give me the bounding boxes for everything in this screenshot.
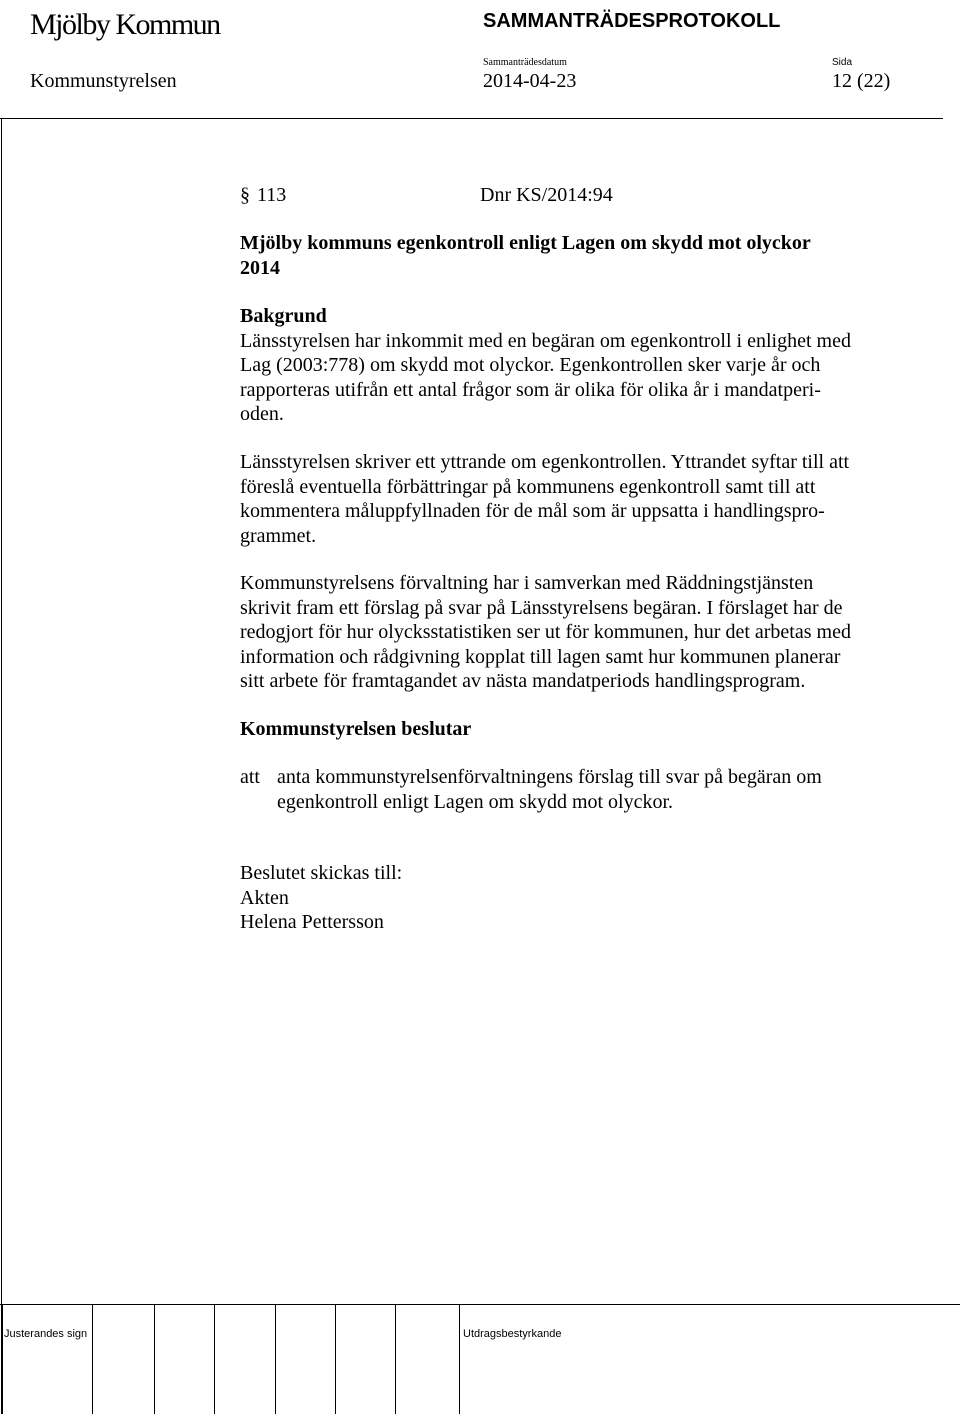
- signature-box-divider: [275, 1304, 276, 1414]
- body-name: Kommunstyrelsen: [30, 70, 177, 92]
- decision-att: att: [240, 766, 260, 788]
- title-line: Mjölby kommuns egenkontroll enligt Lagen om skydd mot olyckor: [240, 232, 811, 254]
- document-type: SAMMANTRÄDESPROTOKOLL: [483, 10, 781, 32]
- body-line: grammet.: [240, 524, 317, 547]
- meeting-date: 2014-04-23: [483, 70, 577, 92]
- administration-paragraph: [240, 571, 890, 694]
- body-line: information och rådgivning kopplat till lagen samt hur kommunen planerar: [240, 645, 841, 668]
- statement-paragraph: [240, 450, 890, 548]
- background-section: [240, 304, 890, 427]
- background-heading: Bakgrund: [240, 305, 327, 327]
- extract-certification-label: Utdragsbestyrkande: [463, 1328, 562, 1340]
- body-line: Lag (2003:778) om skydd mot olyckor. Egenkontrollen sker varje år och: [240, 354, 821, 376]
- item-title: [240, 231, 890, 280]
- decision-heading: Kommunstyrelsen beslutar: [240, 718, 472, 740]
- body-line: skrivit fram ett förslag på svar på Länsstyrelsens begäran. I förslaget har de: [240, 596, 843, 619]
- distribution-list: [240, 861, 890, 935]
- adjuster-signature-label: Justerandes sign: [4, 1328, 88, 1340]
- signature-box-divider: [154, 1304, 155, 1414]
- recipient: Akten: [240, 886, 289, 909]
- paragraph-number: 113: [257, 184, 287, 206]
- body-line: Länsstyrelsen har inkommit med en begäran om egenkontroll i enlighet med: [240, 329, 851, 352]
- signature-box-divider: [2, 1304, 3, 1414]
- page-label: Sida: [832, 57, 853, 68]
- organization-name: Mjölby Kommun: [30, 8, 220, 41]
- decision-line: egenkontroll enligt Lagen om skydd mot olyckor.: [277, 790, 674, 813]
- footer-top-rule: [0, 1304, 960, 1305]
- body-line: sitt arbete för framtagandet av nästa mandatperiods handlingsprogram.: [240, 670, 806, 692]
- header-divider: [0, 118, 943, 119]
- signature-box-divider: [214, 1304, 215, 1414]
- body-line: oden.: [240, 403, 284, 425]
- body-line: rapporteras utifrån ett antal frågor som är olika för olika år i mandatperi-: [240, 378, 821, 401]
- body-line: redogjort för hur olycksstatistiken ser ut för kommunen, hur det arbetas med: [240, 621, 851, 643]
- left-margin-rule: [1, 118, 2, 1414]
- meeting-date-label: Sammanträdesdatum: [483, 57, 567, 68]
- paragraph-reference: [240, 183, 890, 208]
- body-line: Länsstyrelsen skriver ett yttrande om egenkontrollen. Yttrandet syftar till att: [240, 451, 850, 473]
- body-line: kommentera måluppfyllnaden för de mål som är uppsatta i handlingspro-: [240, 500, 825, 522]
- recipient: Helena Pettersson: [240, 911, 384, 933]
- distribution-heading: Beslutet skickas till:: [240, 862, 403, 884]
- title-line: 2014: [240, 256, 280, 279]
- section-symbol: §: [240, 184, 250, 206]
- signature-box-divider: [92, 1304, 93, 1414]
- diary-number: Dnr KS/2014:94: [480, 184, 613, 206]
- body-line: Kommunstyrelsens förvaltning har i samverkan med Räddningstjänsten: [240, 572, 814, 594]
- body-line: föreslå eventuella förbättringar på kommunens egenkontroll samt till att: [240, 475, 816, 498]
- page-number: 12 (22): [832, 70, 891, 92]
- signature-box-divider: [459, 1304, 460, 1414]
- signature-box-divider: [335, 1304, 336, 1414]
- decision-line: anta kommunstyrelsenförvaltningens förslag till svar på begäran om: [277, 766, 822, 788]
- signature-box-divider: [395, 1304, 396, 1414]
